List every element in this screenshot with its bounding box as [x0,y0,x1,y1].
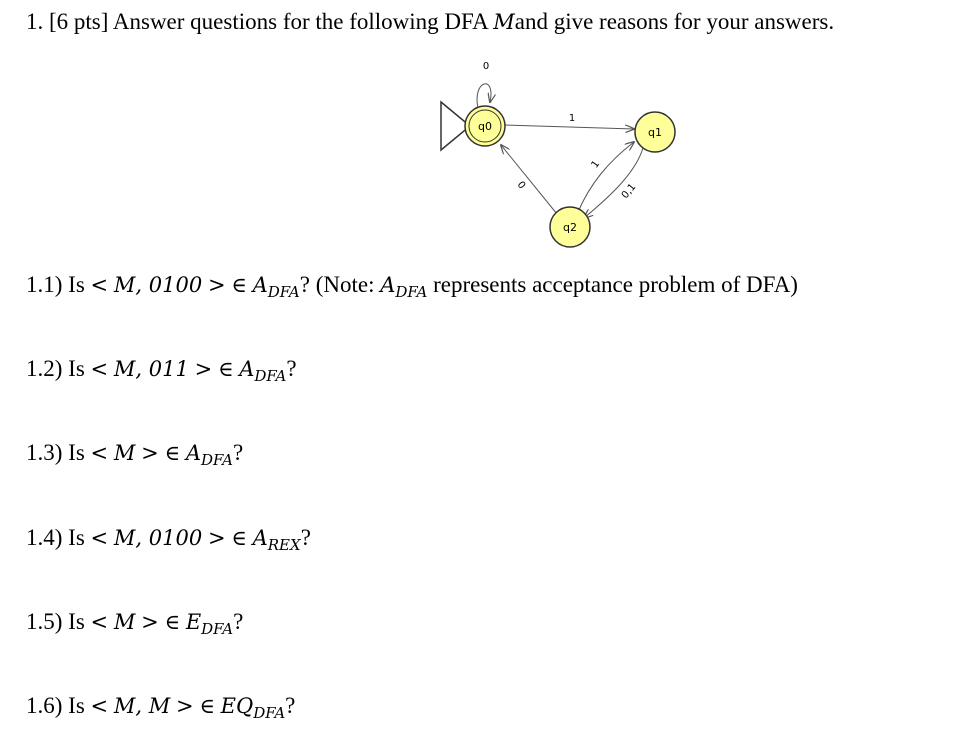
item-1-1: 1.1) Is < M, 0100 > ∈ $A_{DFA}$? (Note: $A_{DFA}$ represents acceptance problem of DFA) [26,272,798,301]
item-1-3: 1.3) Is < M > ∈ $A_{DFA}$? [26,440,244,469]
dfa-diagram [430,50,700,250]
transition-q2-q0 [501,145,557,214]
label-q2-q1: 1 [589,158,603,171]
label-q2-q0: 0 [514,179,528,192]
state-q1 [635,112,675,152]
state-q0 [465,106,505,146]
svg-text:q2: q2 [563,221,577,234]
item-1-6: 1.6) Is < M, M > ∈ $EQ_{DFA}$? [26,693,296,722]
svg-text:q0: q0 [478,120,492,133]
state-q2 [550,207,590,247]
transition-q0-q0 [477,84,491,108]
transition-q1-q2 [584,148,643,218]
svg-text:q1: q1 [648,126,662,139]
transition-q2-q1 [578,142,634,212]
question-suffix: and give reasons for your answers. [514,9,835,34]
transition-q0-q1 [505,125,634,129]
question-prefix: 1. [6 pts] Answer questions for the following DFA [26,9,488,34]
item-1-5: 1.5) Is < M > ∈ $E_{DFA}$? [26,609,244,638]
label-q0-q1: 1 [568,113,576,124]
label-q1-q2: 0,1 [619,181,639,202]
item-1-2: 1.2) Is < M, 011 > ∈ $A_{DFA}$? [26,356,297,385]
label-q0-q0: 0 [482,61,490,72]
question-heading [26,8,834,36]
item-1-4: 1.4) Is < M, 0100 > ∈ $A_{REX}$? [26,525,311,554]
dfa-symbol: M [493,10,515,34]
